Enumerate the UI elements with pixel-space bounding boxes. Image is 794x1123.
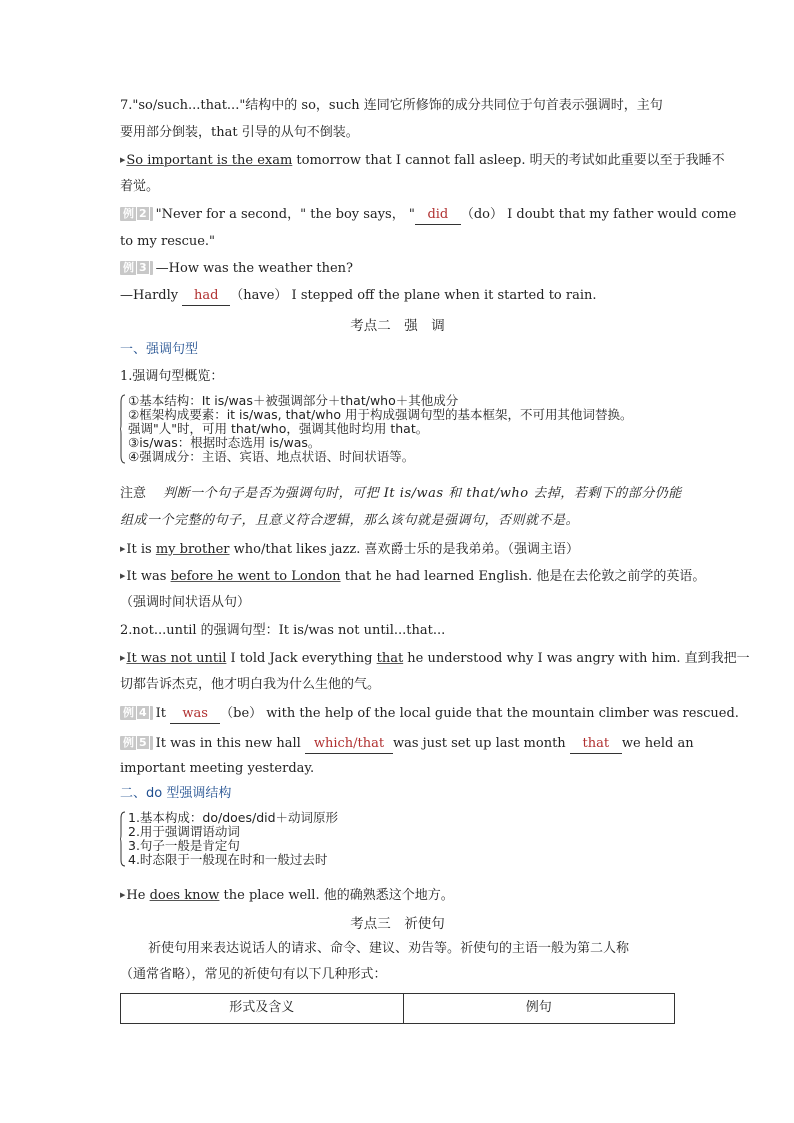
answer-blank: which/that xyxy=(305,735,393,754)
para7-line2: 要用部分倒装，that 引导的从句不倒装。 xyxy=(120,125,359,140)
brace-item: ③is/was：根据时态选用 is/was。 xyxy=(128,435,321,450)
not-until-title: 2.not...until 的强调句型：It is/was not until...that... xyxy=(120,623,446,638)
brace-item: ②框架构成要素：it is/was, that/who 用于构成强调句型的基本框架，不可用其他词替换。 xyxy=(128,407,633,422)
para7-line1: 7."so/such...that..."结构中的 so，such 连同它所修饰的成分共同位于句首表示强调时，主句 xyxy=(120,98,663,113)
example-until-line2: 切都告诉杰克，他才明白我为什么生他的气。 xyxy=(120,677,381,692)
table-header-row xyxy=(121,994,675,1024)
bullet-triangle-icon: ▶ xyxy=(120,891,126,899)
overview-title: 1.强调句型概览： xyxy=(120,369,224,384)
example-label-icon: 例 3 xyxy=(120,261,153,275)
note-line1: 注意 判断一个句子是否为强调句时，可把 It is/was 和 that/who 去掉，若剩下的部分仍能 xyxy=(120,486,682,501)
brace-item: ④强调成分：主语、宾语、地点状语、时间状语等。 xyxy=(128,449,415,464)
brace-item: 强调"人"时，可用 that/who，强调其他时均用 that。 xyxy=(128,421,429,436)
answer-blank: was xyxy=(170,705,220,724)
exercise-2-line2: to my rescue." xyxy=(120,234,216,249)
emphasis-structure-brace xyxy=(120,394,632,464)
exercise-5-line1: 例 5 It was in this new hall which/that was just set up last month that we held an xyxy=(120,735,694,754)
example-until-line1: ▶It was not until I told Jack everything that he understood why I was angry with him. 直到我把一 xyxy=(120,651,750,666)
note-line2: 组成一个完整的句子，且意义符合逻辑，那么该句就是强调句，否则就不是。 xyxy=(120,513,580,528)
exercise-2-line1: 例 2 "Never for a second，" the boy says， " did （do） I doubt that my father would come xyxy=(120,206,736,225)
example-london-line1: ▶It was before he went to London that he had learned English. 他是在去伦敦之前学的英语。 xyxy=(120,569,706,584)
answer-blank: that xyxy=(570,735,622,754)
answer-blank: had xyxy=(182,287,230,306)
example-so-line2: 着觉。 xyxy=(120,179,160,194)
section-2-title: 二、do 型强调结构 xyxy=(120,786,232,801)
brace-item: 1.基本构成：do/does/did＋动词原形 xyxy=(128,810,339,825)
imperative-forms-table xyxy=(120,993,675,1024)
kaodian-2-heading: 考点二 强 调 xyxy=(350,318,445,334)
exercise-5-line2: important meeting yesterday. xyxy=(120,761,315,776)
kaodian-3-heading: 考点三 祈使句 xyxy=(350,916,445,932)
example-london-line2: （强调时间状语从句） xyxy=(120,595,251,610)
example-brother: ▶It is my brother who/that likes jazz. 喜欢爵士乐的是我弟弟。（强调主语） xyxy=(120,542,579,557)
kd3-para-line2: （通常省略），常见的祈使句有以下几种形式： xyxy=(120,967,387,982)
brace-item: ①基本结构：It is/was＋被强调部分＋that/who＋其他成分 xyxy=(128,393,459,408)
section-1-title: 一、强调句型 xyxy=(120,342,199,357)
brace-icon xyxy=(120,811,126,867)
table-header-cell: 形式及含义 xyxy=(121,994,404,1024)
example-label-icon: 例 2 xyxy=(120,207,153,221)
example-so-line1: ▶So important is the exam tomorrow that I cannot fall asleep. 明天的考试如此重要以至于我睡不 xyxy=(120,153,725,168)
bullet-triangle-icon: ▶ xyxy=(120,654,126,662)
bullet-triangle-icon: ▶ xyxy=(120,572,126,580)
exercise-3-line2: —Hardly had （have） I stepped off the plane when it started to rain. xyxy=(120,287,597,306)
do-emphasis-brace xyxy=(120,811,338,867)
brace-item: 2.用于强调谓语动词 xyxy=(128,824,240,839)
example-label-icon: 例 4 xyxy=(120,706,153,720)
bullet-triangle-icon: ▶ xyxy=(120,156,126,164)
exercise-4: 例 4 It was （be） with the help of the local guide that the mountain climber was rescued. xyxy=(120,705,739,724)
brace-item: 3.句子一般是肯定句 xyxy=(128,838,240,853)
exercise-3-line1: 例 3 —How was the weather then? xyxy=(120,260,353,278)
example-know: ▶He does know the place well. 他的确熟悉这个地方。 xyxy=(120,888,454,903)
brace-icon xyxy=(120,394,126,464)
example-label-icon: 例 5 xyxy=(120,736,153,750)
bullet-triangle-icon: ▶ xyxy=(120,545,126,553)
kd3-para-line1: 祈使句用来表达说话人的请求、命令、建议、劝告等。祈使句的主语一般为第二人称 xyxy=(148,941,630,956)
table-header-cell: 例句 xyxy=(403,994,674,1024)
brace-item: 4.时态限于一般现在时和一般过去时 xyxy=(128,852,328,867)
answer-blank: did xyxy=(415,206,461,225)
